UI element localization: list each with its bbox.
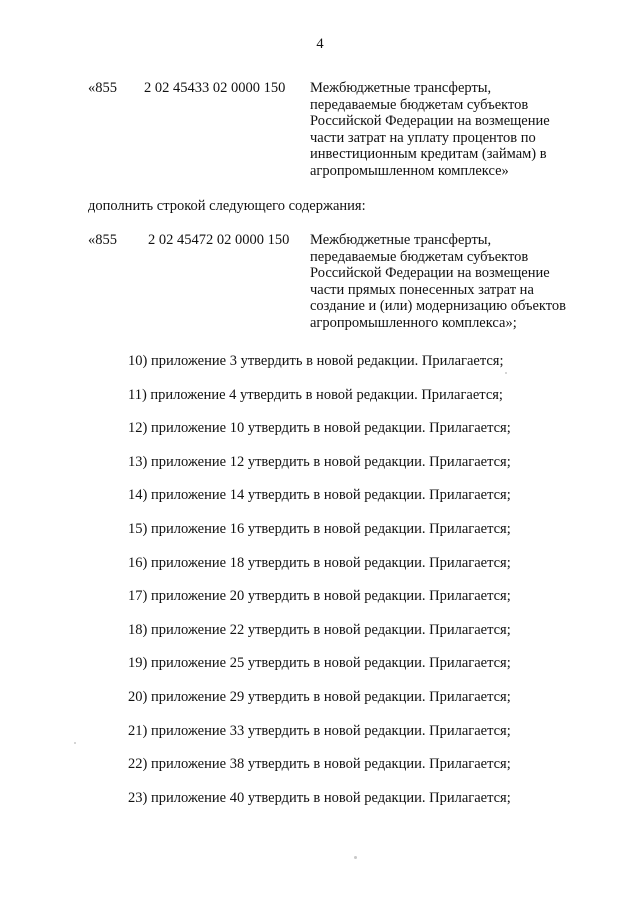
list-item: 19) приложение 25 утвердить в новой редакции. Прилагается; <box>128 655 511 672</box>
list-item: 16) приложение 18 утвердить в новой редакции. Прилагается; <box>128 554 511 571</box>
page-number: 4 <box>316 36 324 52</box>
list-item: 13) приложение 12 утвердить в новой редакции. Прилагается; <box>128 453 511 470</box>
list-item: 22) приложение 38 утвердить в новой редакции. Прилагается; <box>128 756 511 773</box>
description-line: Российской Федерации на возмещение <box>310 265 550 281</box>
entry-description <box>310 232 580 331</box>
list-item: 10) приложение 3 утвердить в новой редакции. Прилагается; <box>128 353 504 369</box>
description-line: инвестиционным кредитам (займам) в <box>310 146 547 162</box>
budget-classification-code: 2 02 45433 02 0000 150 <box>144 80 286 96</box>
scan-speck <box>74 742 76 744</box>
list-item: 20) приложение 29 утвердить в новой редакции. Прилагается; <box>128 689 511 705</box>
list-item: 18) приложение 22 утвердить в новой редакции. Прилагается; <box>128 621 511 638</box>
description-line: агропромышленном комплексе» <box>310 162 509 179</box>
entry-prefix: «855 <box>88 232 117 248</box>
list-item: 12) приложение 10 утвердить в новой редакции. Прилагается; <box>128 420 511 437</box>
list-item: 15) приложение 16 утвердить в новой редакции. Прилагается; <box>128 521 511 537</box>
description-line: передаваемые бюджетам субъектов <box>310 248 529 265</box>
description-line: части затрат на уплату процентов по <box>310 129 536 146</box>
scan-speck <box>505 372 507 374</box>
list-item: 21) приложение 33 утвердить в новой редакции. Прилагается; <box>128 722 511 739</box>
description-line: Межбюджетные трансферты, <box>310 80 492 96</box>
list-item: 11) приложение 4 утвердить в новой редакции. Прилагается; <box>128 386 503 403</box>
list-item: 17) приложение 20 утвердить в новой редакции. Прилагается; <box>128 588 511 605</box>
entry-prefix: «855 <box>88 80 117 96</box>
description-line: создание и (или) модернизацию объектов <box>310 298 566 314</box>
description-line: передаваемые бюджетам субъектов <box>310 96 529 113</box>
entry-description <box>310 80 580 179</box>
description-line: части прямых понесенных затрат на <box>310 281 534 298</box>
budget-classification-code: 2 02 45472 02 0000 150 <box>148 232 290 248</box>
list-item: 14) приложение 14 утвердить в новой редакции. Прилагается; <box>128 487 511 504</box>
list-item: 23) приложение 40 утвердить в новой редакции. Прилагается; <box>128 789 511 806</box>
description-line: агропромышленного комплекса»; <box>310 314 517 331</box>
description-line: Российской Федерации на возмещение <box>310 113 550 129</box>
scan-speck <box>354 856 357 859</box>
description-line: Межбюджетные трансферты, <box>310 232 492 248</box>
supplement-instruction: дополнить строкой следующего содержания: <box>88 198 366 214</box>
